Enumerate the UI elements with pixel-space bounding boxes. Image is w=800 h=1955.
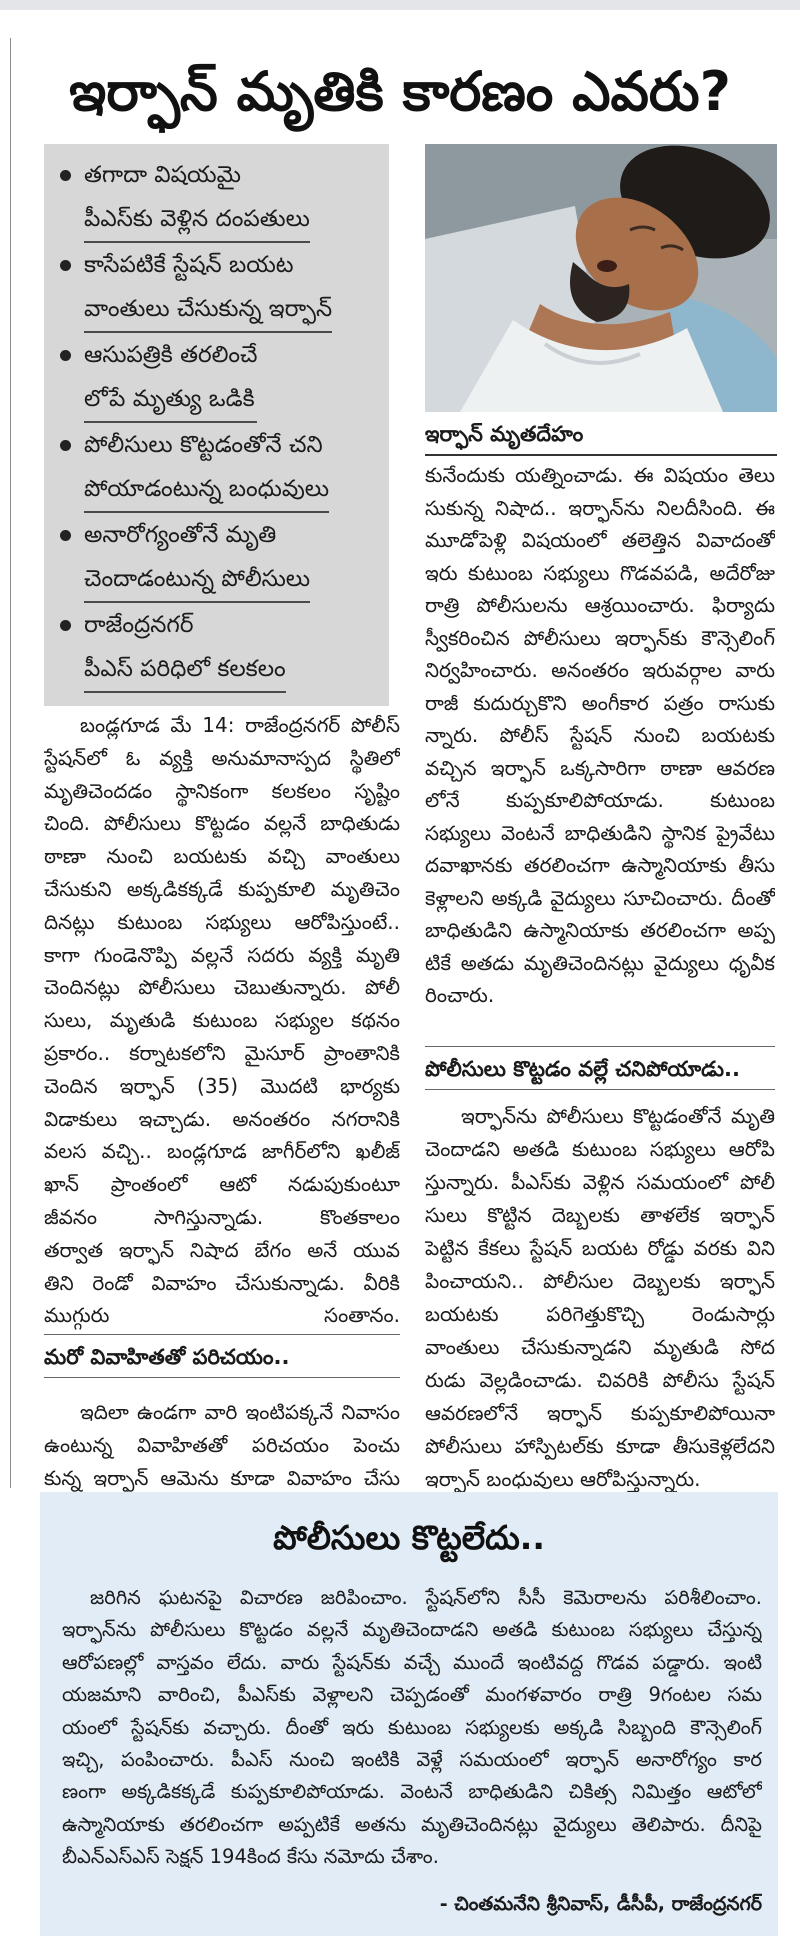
highlights-box bbox=[44, 144, 389, 706]
text-line: రుడు వెల్లడించాడు. చివరికి పోలీసు స్టేషన్ bbox=[425, 1368, 775, 1392]
text-line: సభ్యులు వెంటనే బాధితుడిని స్థానిక ప్రైవేటు bbox=[425, 820, 775, 845]
text-line: జరిగిన ఘటనపై విచారణ జరిపించాం. స్టేషన్‌లోని సీసీ కెమెరాలను పరిశీలించాం. bbox=[90, 1586, 762, 1609]
text-line: బాధితుడిని ఉస్మానియాకు తరలించగా అప్ప bbox=[425, 918, 775, 942]
text-line: చెందాడని అతడి కుటుంబ సభ్యులు ఆరోపి bbox=[425, 1137, 775, 1161]
headline: ఇర్ఫాన్ మృతికి కారణం ఎవరు? bbox=[69, 60, 731, 123]
bullet-icon bbox=[60, 260, 71, 271]
highlight-line: చెందాడంటున్న పోలీసులు bbox=[84, 566, 311, 592]
text-line: మూడోపెళ్లి విషయంలో తలెత్తిన వివాదంతో bbox=[425, 528, 775, 552]
statement-body bbox=[62, 1582, 762, 1874]
text-line: వలస వచ్చి.. బండ్లగూడ జాగీర్‌లోని ఖలీజ్ bbox=[44, 1139, 400, 1164]
text-line: రించారు. bbox=[425, 983, 495, 1007]
highlight-line: పోలీసులు కొట్టడంతోనే చని bbox=[84, 432, 323, 458]
text-line: తిని రెండో వివాహం చేసుకున్నాడు. వీరికి bbox=[44, 1270, 400, 1295]
statement-title: పోలీసులు కొట్టలేదు.. bbox=[273, 1518, 545, 1557]
bullet-icon bbox=[60, 350, 71, 361]
text-line: ఇదిలా ఉండగా వారి ఇంటిపక్కనే నివాసం bbox=[80, 1400, 400, 1424]
text-line: ఆవరణలోనే ఇర్ఫాన్ కుప్పకూలిపోయినా bbox=[425, 1401, 775, 1425]
text-line: సులు కొట్టిన దెబ్బలకు తాళలేక ఇర్ఫాన్ bbox=[425, 1203, 775, 1227]
text-line: ఇచ్చి, పంపించారు. పీఎస్ నుంచి ఇంటికి వెళ్లే సమయంలో ఇర్ఫాన్ అనారోగ్యం కార bbox=[62, 1747, 762, 1771]
left-column-body-2 bbox=[44, 1396, 400, 1495]
text-line: చెందినట్లు పోలీసులు చెబుతున్నారు. పోలీ bbox=[44, 975, 400, 1000]
highlight-item bbox=[56, 603, 379, 693]
text-line: ఉంటున్న వివాహితతో పరిచయం పెంచు bbox=[44, 1433, 400, 1457]
text-line: కెళ్లాలని అక్కడి వైద్యులు సూచించారు. దీంతో bbox=[425, 885, 775, 910]
text-line: స్టేషన్‌లో ఓ వ్యక్తి అనుమానాస్పద స్థితిలో bbox=[44, 745, 400, 770]
left-column-body bbox=[44, 709, 400, 1332]
text-line: ముగ్గురు సంతానం. bbox=[44, 1303, 400, 1328]
text-line: స్వీకరించిన పోలీసులు ఇర్ఫాన్‌కు కౌన్సెలింగ్ bbox=[425, 625, 775, 650]
right-column-body-2 bbox=[425, 1100, 775, 1496]
text-line: నిర్వహించారు. అనంతరం ఇరువర్గాల వారు bbox=[425, 658, 775, 682]
text-line: ఆరోపణల్లో వాస్తవం లేదు. వారు స్టేషన్‌కు వచ్చే ముందే ఇంటివద్ద గొడవ పడ్డారు. ఇంటి bbox=[62, 1650, 762, 1674]
highlight-line: కాసేపటికే స్టేషన్ బయట bbox=[84, 252, 294, 278]
highlight-line: లోపే మృత్యు ఒడికి bbox=[84, 386, 255, 412]
highlight-line: వాంతులు చేసుకున్న ఇర్ఫాన్ bbox=[84, 296, 333, 322]
highlight-text bbox=[84, 153, 310, 243]
highlight-text bbox=[84, 333, 257, 423]
highlight-text bbox=[84, 603, 286, 693]
highlight-item bbox=[56, 423, 379, 513]
text-line: ఠాణా నుంచి బయటకు వచ్చి వాంతులు bbox=[44, 844, 400, 869]
text-line: తర్వాత ఇర్ఫాన్ నిషాద బేగం అనే యువ bbox=[44, 1237, 400, 1262]
text-line: రాజీ కుదుర్చుకొని అంగీకార పత్రం రాసుకు bbox=[425, 690, 775, 715]
text-line: ప్రకారం.. కర్నాటకలోని మైసూర్ ప్రాంతానికి bbox=[44, 1040, 400, 1065]
text-line: ఇర్ఫాన్‌ను పోలీసులు కొట్టడంతోనే మృతి bbox=[461, 1104, 775, 1128]
text-line: న్నారు. పోలీస్ స్టేషన్ నుంచి బయటకు bbox=[425, 723, 775, 747]
text-line: ఉస్మానియాకు తరలించగా అప్పటికే అతను మృతిచెందినట్లు వైద్యులు తెలిపారు. దీనిపై bbox=[62, 1812, 762, 1836]
text-line: కున్న ఇర్ఫాన్ ఆమెను కూడా వివాహం చేసు bbox=[44, 1466, 400, 1490]
text-line: మృతిచెందడం స్థానికంగా కలకలం సృష్టిం bbox=[44, 778, 400, 803]
highlight-text bbox=[84, 243, 332, 333]
highlight-item bbox=[56, 333, 379, 423]
text-line: ఇరు కుటుంబ సభ్యులు గొడవపడి, అదేరోజు bbox=[425, 560, 775, 585]
photo-caption: ఇర్ఫాన్ మృతదేహం bbox=[425, 414, 777, 456]
text-line: దవాఖానకు తరలించగా ఉస్మానియాకు తీసు bbox=[425, 853, 775, 877]
bullet-icon bbox=[60, 170, 71, 181]
highlight-line: రాజేంద్రనగర్ bbox=[84, 612, 194, 638]
text-line: చింది. పోలీసులు కొట్టడం వల్లనే బాధితుడు bbox=[44, 811, 400, 836]
highlight-item bbox=[56, 513, 379, 603]
text-line: లోనే కుప్పకూలిపోయాడు. కుటుంబ bbox=[425, 788, 775, 812]
statement-attribution: - చింతమనేని శ్రీనివాస్, డీసీపీ, రాజేంద్రనగర్ bbox=[439, 1893, 762, 1915]
text-line: జీవనం సాగిస్తున్నాడు. కొంతకాలం bbox=[44, 1204, 400, 1229]
text-line: బయటకు పరిగెత్తుకొచ్చి రెండుసార్లు bbox=[425, 1302, 775, 1326]
text-line: బీఎన్ఎస్ఎస్ సెక్షన్ 194కింద కేసు నమోదు చేశాం. bbox=[62, 1845, 439, 1869]
bullet-icon bbox=[60, 440, 71, 451]
text-line: చెందిన ఇర్ఫాన్ (35) మొదటి భార్యకు bbox=[44, 1073, 400, 1098]
text-line: టికే అతడు మృతిచెందినట్లు వైద్యులు ధృవీక bbox=[425, 950, 775, 975]
text-line: ఇర్ఫాన్‌ను పోలీసులు కొట్టడం వల్లనే మృతిచెందాడని అతడి కుటుంబ సభ్యులు చేస్తున్న bbox=[62, 1618, 762, 1642]
highlight-item bbox=[56, 153, 379, 243]
text-line: ఖాన్ ప్రాంతంలో ఆటో నడుపుకుంటూ bbox=[44, 1172, 400, 1197]
statement-box bbox=[40, 1492, 778, 1936]
text-line: వాంతులు చేసుకున్నాడని మృతుడి సోద bbox=[425, 1335, 775, 1359]
left-column-rule bbox=[10, 38, 11, 1488]
text-line: పించాయని.. పోలీసుల దెబ్బలకు ఇర్ఫాన్ bbox=[425, 1269, 775, 1293]
highlight-line: ఆసుపత్రికి తరలించే bbox=[84, 342, 258, 368]
text-line: ణంగా అక్కడికక్కడే కుప్పకూలిపోయాడు. వెంటనే బాధితుడిని చికిత్స నిమిత్తం ఆటోలో bbox=[62, 1780, 762, 1804]
text-line: చేసుకుని అక్కడికక్కడే కుప్పకూలి మృతిచెం bbox=[44, 876, 400, 901]
right-column-body bbox=[425, 459, 775, 1012]
text-line: పోలీసులు హాస్పిటల్‌కు కూడా తీసుకెళ్లలేదని bbox=[425, 1434, 775, 1458]
highlight-text bbox=[84, 513, 310, 603]
text-line: వచ్చిన ఇర్ఫాన్ ఒక్కసారిగా ఠాణా ఆవరణ bbox=[425, 755, 775, 780]
text-line: సుకున్న నిషాద.. ఇర్ఫాన్‌ను నిలదీసింది. ఈ bbox=[425, 495, 775, 520]
text-line: పెట్టిన కేకలు స్టేషన్ బయట రోడ్డు వరకు విని bbox=[425, 1236, 775, 1260]
text-line: కాగా గుండెనొప్పి వల్లనే సదరు వ్యక్తి మృతి bbox=[44, 942, 400, 967]
highlight-line: పీఎస్ పరిధిలో కలకలం bbox=[84, 656, 286, 682]
text-line: యంలో స్టేషన్‌కు వచ్చారు. దీంతో ఇరు కుటుంబ సభ్యులకు అక్కడి సిబ్బంది కౌన్సెలింగ్ bbox=[62, 1715, 762, 1739]
text-line: బండ్లగూడ మే 14: రాజేంద్రనగర్ పోలీస్ bbox=[80, 713, 400, 737]
bullet-icon bbox=[60, 530, 71, 541]
highlight-line: పీఎస్‌కు వెళ్లిన దంపతులు bbox=[84, 206, 310, 232]
left-subheading: మరో వివాహితతో పరిచయం.. bbox=[44, 1334, 400, 1378]
bullet-icon bbox=[60, 620, 71, 631]
highlight-text bbox=[84, 423, 329, 513]
highlight-line: తగాదా విషయమై bbox=[84, 162, 241, 188]
photo-irfan-body bbox=[425, 144, 777, 412]
text-line: సులు, మృతుడి కుటుంబ సభ్యుల కథనం bbox=[44, 1008, 400, 1033]
text-line: దినట్లు కుటుంబ సభ్యులు ఆరోపిస్తుంటే.. bbox=[44, 909, 400, 934]
highlight-line: పోయాడంటున్న బంధువులు bbox=[84, 476, 330, 502]
photo-image bbox=[425, 144, 777, 412]
text-line: స్తున్నారు. పీఎస్‌కు వెళ్లిన సమయంలో పోలీ bbox=[425, 1170, 775, 1194]
text-line: కునేందుకు యత్నించాడు. ఈ విషయం తెలు bbox=[425, 463, 775, 487]
highlight-line: అనారోగ్యంతోనే మృతి bbox=[84, 522, 277, 548]
top-strip bbox=[0, 0, 800, 10]
text-line: విడాకులు ఇచ్చాడు. అనంతరం నగరానికి bbox=[44, 1106, 400, 1131]
text-line: రాత్రి పోలీసులను ఆశ్రయించారు. ఫిర్యాదు bbox=[425, 593, 775, 617]
right-subheading: పోలీసులు కొట్టడం వల్లే చనిపోయాడు.. bbox=[425, 1046, 775, 1090]
text-line: ఇర్ఫాన్ బంధువులు ఆరోపిస్తున్నారు. bbox=[425, 1467, 701, 1491]
text-line: యజమాని వారించి, పీఎస్‌కు వెళ్లాలని చెప్పడంతో మంగళవారం రాత్రి 9గంటల సమ bbox=[62, 1683, 762, 1707]
highlight-item bbox=[56, 243, 379, 333]
